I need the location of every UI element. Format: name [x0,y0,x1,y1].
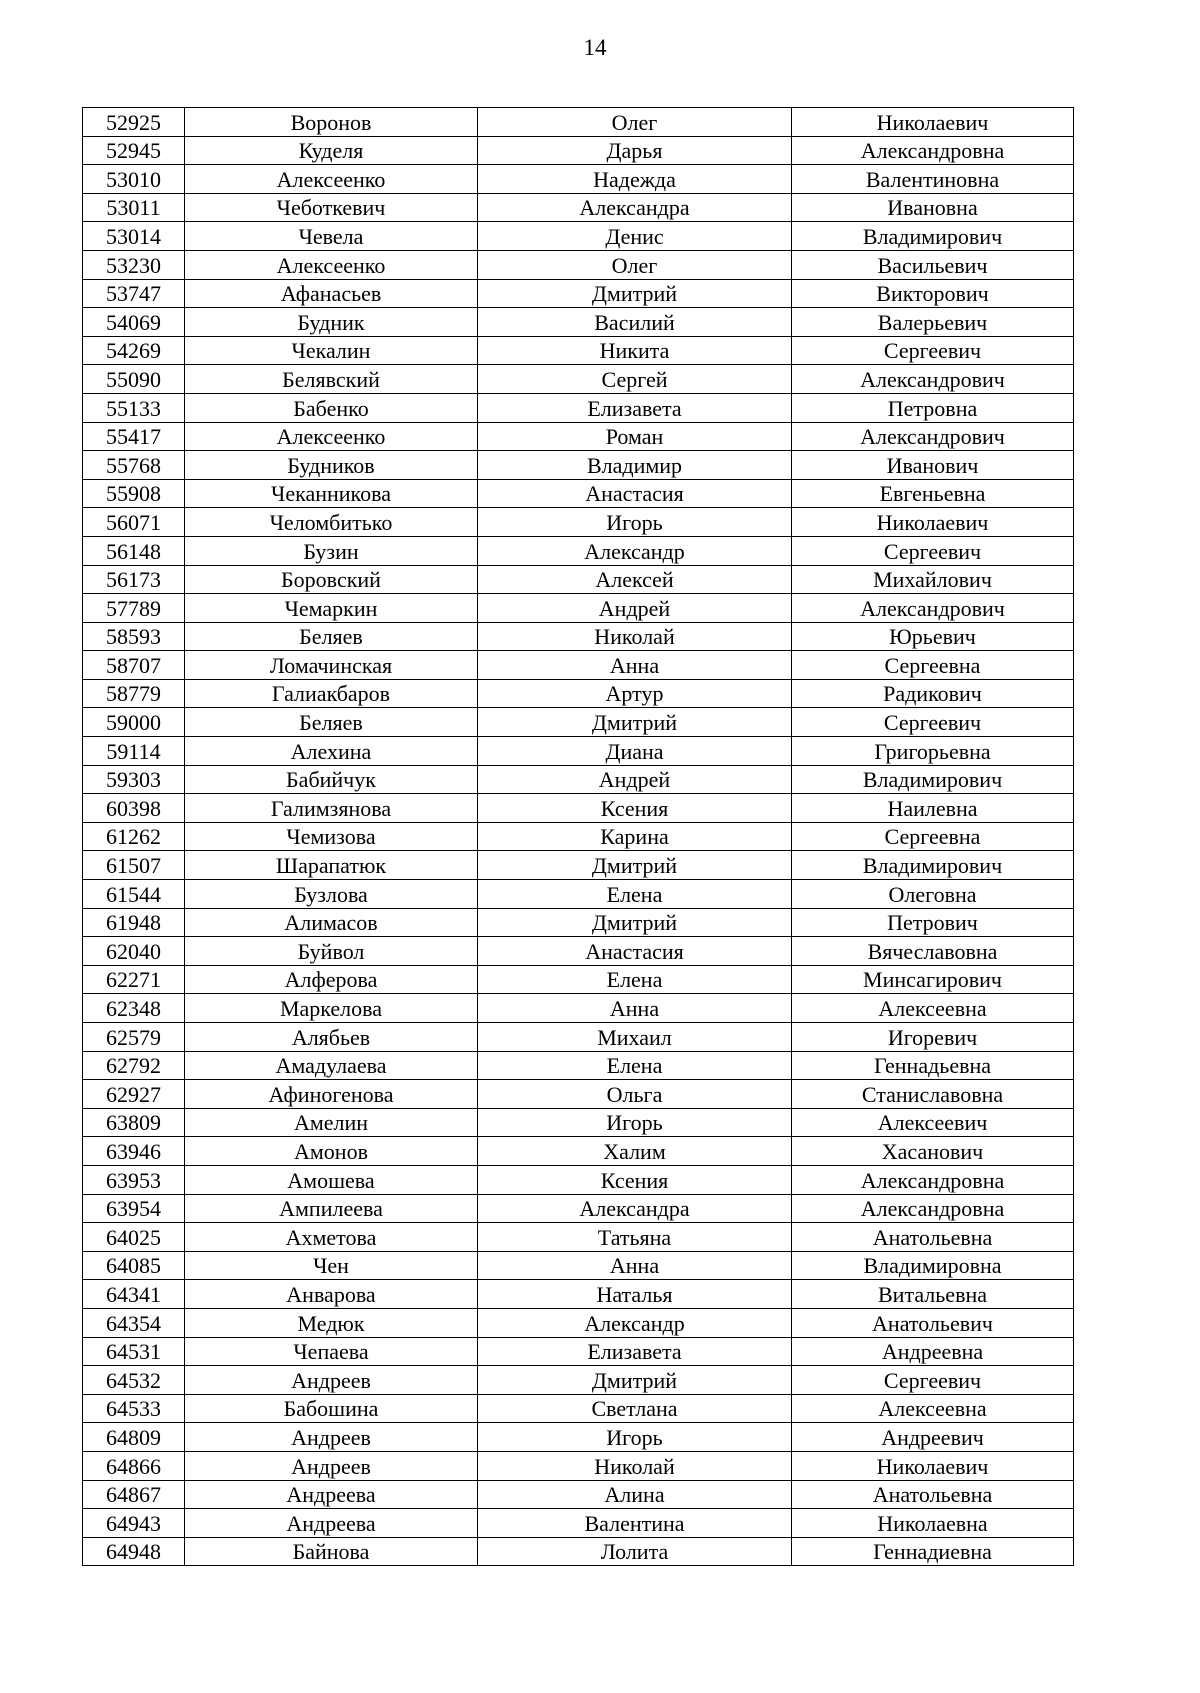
row-id-cell: 62271 [83,965,185,994]
patronymic-cell: Наилевна [792,794,1074,823]
patronymic-cell: Сергеевна [792,651,1074,680]
first-name-cell: Елена [478,880,792,909]
surname-cell: Чемаркин [185,594,478,623]
row-id-cell: 55908 [83,479,185,508]
row-id-cell: 62927 [83,1080,185,1109]
row-id-cell: 56071 [83,508,185,537]
first-name-cell: Анна [478,1251,792,1280]
table-row [83,308,1074,337]
patronymic-cell: Минсагирович [792,965,1074,994]
table-row [83,994,1074,1023]
table-row [83,1194,1074,1223]
row-id-cell: 63946 [83,1137,185,1166]
row-id-cell: 62348 [83,994,185,1023]
table-row [83,1308,1074,1337]
first-name-cell: Анна [478,651,792,680]
patronymic-cell: Александрович [792,594,1074,623]
table-row [83,336,1074,365]
table-row [83,565,1074,594]
first-name-cell: Елена [478,965,792,994]
first-name-cell: Дмитрий [478,279,792,308]
row-id-cell: 57789 [83,594,185,623]
row-id-cell: 55090 [83,365,185,394]
surname-cell: Чевела [185,222,478,251]
patronymic-cell: Алексеевич [792,1108,1074,1137]
first-name-cell: Игорь [478,1423,792,1452]
table-row [83,1423,1074,1452]
row-id-cell: 56148 [83,536,185,565]
row-id-cell: 56173 [83,565,185,594]
table-row [83,365,1074,394]
first-name-cell: Ольга [478,1080,792,1109]
row-id-cell: 63954 [83,1194,185,1223]
patronymic-cell: Николаевич [792,108,1074,137]
surname-cell: Алимасов [185,908,478,937]
surname-cell: Чекалин [185,336,478,365]
table-row [83,479,1074,508]
surname-cell: Буйвол [185,937,478,966]
surname-cell: Куделя [185,136,478,165]
patronymic-cell: Петровна [792,393,1074,422]
first-name-cell: Ксения [478,794,792,823]
surname-cell: Андреева [185,1480,478,1509]
surname-cell: Беляев [185,622,478,651]
patronymic-cell: Сергеевич [792,336,1074,365]
first-name-cell: Анна [478,994,792,1023]
roster-table-body [83,108,1074,1566]
table-row [83,451,1074,480]
surname-cell: Бабийчук [185,765,478,794]
surname-cell: Алябьев [185,1023,478,1052]
patronymic-cell: Юрьевич [792,622,1074,651]
table-row [83,1223,1074,1252]
first-name-cell: Надежда [478,165,792,194]
table-row [83,108,1074,137]
row-id-cell: 58707 [83,651,185,680]
surname-cell: Чеботкевич [185,193,478,222]
table-row [83,1023,1074,1052]
table-row [83,193,1074,222]
first-name-cell: Роман [478,422,792,451]
first-name-cell: Владимир [478,451,792,480]
first-name-cell: Сергей [478,365,792,394]
table-row [83,222,1074,251]
surname-cell: Андреев [185,1451,478,1480]
surname-cell: Галимзянова [185,794,478,823]
patronymic-cell: Олеговна [792,880,1074,909]
first-name-cell: Василий [478,308,792,337]
first-name-cell: Елизавета [478,393,792,422]
row-id-cell: 53230 [83,250,185,279]
surname-cell: Чемизова [185,822,478,851]
surname-cell: Шарапатюк [185,851,478,880]
row-id-cell: 55768 [83,451,185,480]
first-name-cell: Диана [478,737,792,766]
surname-cell: Бузлова [185,880,478,909]
row-id-cell: 55133 [83,393,185,422]
surname-cell: Амадулаева [185,1051,478,1080]
patronymic-cell: Владимирович [792,765,1074,794]
row-id-cell: 64532 [83,1366,185,1395]
roster-table [82,107,1074,1566]
first-name-cell: Артур [478,679,792,708]
table-row [83,937,1074,966]
patronymic-cell: Николаевна [792,1509,1074,1538]
patronymic-cell: Анатольевич [792,1308,1074,1337]
patronymic-cell: Сергеевич [792,708,1074,737]
surname-cell: Байнова [185,1537,478,1566]
surname-cell: Будников [185,451,478,480]
first-name-cell: Александр [478,1308,792,1337]
surname-cell: Чен [185,1251,478,1280]
surname-cell: Галиакбаров [185,679,478,708]
table-row [83,851,1074,880]
table-row [83,794,1074,823]
patronymic-cell: Андреевна [792,1337,1074,1366]
first-name-cell: Дмитрий [478,1366,792,1395]
row-id-cell: 63809 [83,1108,185,1137]
surname-cell: Афиногенова [185,1080,478,1109]
patronymic-cell: Хасанович [792,1137,1074,1166]
first-name-cell: Денис [478,222,792,251]
first-name-cell: Игорь [478,1108,792,1137]
table-row [83,1251,1074,1280]
table-row [83,165,1074,194]
patronymic-cell: Алексеевна [792,1394,1074,1423]
row-id-cell: 58779 [83,679,185,708]
surname-cell: Амошева [185,1165,478,1194]
row-id-cell: 62579 [83,1023,185,1052]
row-id-cell: 54069 [83,308,185,337]
row-id-cell: 58593 [83,622,185,651]
first-name-cell: Олег [478,108,792,137]
surname-cell: Амелин [185,1108,478,1137]
first-name-cell: Николай [478,1451,792,1480]
first-name-cell: Дмитрий [478,851,792,880]
table-row [83,679,1074,708]
row-id-cell: 52945 [83,136,185,165]
surname-cell: Бабошина [185,1394,478,1423]
row-id-cell: 64085 [83,1251,185,1280]
row-id-cell: 62040 [83,937,185,966]
row-id-cell: 64809 [83,1423,185,1452]
row-id-cell: 64948 [83,1537,185,1566]
surname-cell: Бузин [185,536,478,565]
table-row [83,708,1074,737]
table-row [83,1537,1074,1566]
patronymic-cell: Владимировна [792,1251,1074,1280]
first-name-cell: Наталья [478,1280,792,1309]
table-row [83,250,1074,279]
row-id-cell: 53010 [83,165,185,194]
first-name-cell: Алексей [478,565,792,594]
row-id-cell: 64341 [83,1280,185,1309]
row-id-cell: 53014 [83,222,185,251]
row-id-cell: 62792 [83,1051,185,1080]
table-row [83,1366,1074,1395]
first-name-cell: Анастасия [478,937,792,966]
surname-cell: Алексеенко [185,422,478,451]
surname-cell: Андреева [185,1509,478,1538]
first-name-cell: Андрей [478,594,792,623]
table-row [83,1509,1074,1538]
first-name-cell: Никита [478,336,792,365]
patronymic-cell: Вячеславовна [792,937,1074,966]
first-name-cell: Дарья [478,136,792,165]
table-row [83,1451,1074,1480]
table-row [83,422,1074,451]
patronymic-cell: Владимирович [792,222,1074,251]
page-number: 14 [583,35,607,60]
first-name-cell: Олег [478,250,792,279]
table-row [83,508,1074,537]
row-id-cell: 52925 [83,108,185,137]
row-id-cell: 61262 [83,822,185,851]
patronymic-cell: Александровна [792,1165,1074,1194]
row-id-cell: 53747 [83,279,185,308]
table-row [83,1137,1074,1166]
surname-cell: Анварова [185,1280,478,1309]
row-id-cell: 53011 [83,193,185,222]
patronymic-cell: Александрович [792,365,1074,394]
table-row [83,136,1074,165]
table-row [83,822,1074,851]
patronymic-cell: Радикович [792,679,1074,708]
row-id-cell: 64533 [83,1394,185,1423]
row-id-cell: 59303 [83,765,185,794]
row-id-cell: 55417 [83,422,185,451]
surname-cell: Андреев [185,1423,478,1452]
table-row [83,536,1074,565]
row-id-cell: 64866 [83,1451,185,1480]
surname-cell: Алехина [185,737,478,766]
first-name-cell: Игорь [478,508,792,537]
first-name-cell: Елена [478,1051,792,1080]
surname-cell: Амонов [185,1137,478,1166]
patronymic-cell: Александровна [792,1194,1074,1223]
surname-cell: Медюк [185,1308,478,1337]
surname-cell: Воронов [185,108,478,137]
surname-cell: Чеканникова [185,479,478,508]
patronymic-cell: Иванович [792,451,1074,480]
surname-cell: Белявский [185,365,478,394]
surname-cell: Андреев [185,1366,478,1395]
surname-cell: Боровский [185,565,478,594]
patronymic-cell: Валерьевич [792,308,1074,337]
table-row [83,1080,1074,1109]
first-name-cell: Михаил [478,1023,792,1052]
surname-cell: Афанасьев [185,279,478,308]
first-name-cell: Александра [478,1194,792,1223]
patronymic-cell: Геннадиевна [792,1537,1074,1566]
row-id-cell: 61507 [83,851,185,880]
row-id-cell: 61948 [83,908,185,937]
patronymic-cell: Станиславовна [792,1080,1074,1109]
table-row [83,1394,1074,1423]
first-name-cell: Валентина [478,1509,792,1538]
row-id-cell: 63953 [83,1165,185,1194]
first-name-cell: Александр [478,536,792,565]
patronymic-cell: Александрович [792,422,1074,451]
patronymic-cell: Игоревич [792,1023,1074,1052]
patronymic-cell: Владимирович [792,851,1074,880]
row-id-cell: 60398 [83,794,185,823]
first-name-cell: Алина [478,1480,792,1509]
patronymic-cell: Сергеевна [792,822,1074,851]
table-row [83,279,1074,308]
patronymic-cell: Алексеевна [792,994,1074,1023]
first-name-cell: Андрей [478,765,792,794]
row-id-cell: 61544 [83,880,185,909]
table-row [83,1108,1074,1137]
patronymic-cell: Петрович [792,908,1074,937]
first-name-cell: Карина [478,822,792,851]
surname-cell: Алферова [185,965,478,994]
table-row [83,765,1074,794]
patronymic-cell: Витальевна [792,1280,1074,1309]
row-id-cell: 59000 [83,708,185,737]
patronymic-cell: Викторович [792,279,1074,308]
row-id-cell: 59114 [83,737,185,766]
row-id-cell: 64867 [83,1480,185,1509]
patronymic-cell: Ивановна [792,193,1074,222]
table-row [83,1165,1074,1194]
table-row [83,622,1074,651]
patronymic-cell: Григорьевна [792,737,1074,766]
surname-cell: Бабенко [185,393,478,422]
patronymic-cell: Николаевич [792,508,1074,537]
first-name-cell: Ксения [478,1165,792,1194]
first-name-cell: Дмитрий [478,908,792,937]
surname-cell: Челомбитько [185,508,478,537]
first-name-cell: Халим [478,1137,792,1166]
surname-cell: Ампилеева [185,1194,478,1223]
first-name-cell: Лолита [478,1537,792,1566]
row-id-cell: 64531 [83,1337,185,1366]
patronymic-cell: Евгеньевна [792,479,1074,508]
patronymic-cell: Николаевич [792,1451,1074,1480]
table-row [83,594,1074,623]
patronymic-cell: Андреевич [792,1423,1074,1452]
table-row [83,965,1074,994]
first-name-cell: Анастасия [478,479,792,508]
first-name-cell: Светлана [478,1394,792,1423]
table-row [83,1337,1074,1366]
table-row [83,1480,1074,1509]
table-row [83,737,1074,766]
first-name-cell: Татьяна [478,1223,792,1252]
surname-cell: Маркелова [185,994,478,1023]
first-name-cell: Николай [478,622,792,651]
row-id-cell: 64943 [83,1509,185,1538]
surname-cell: Ахметова [185,1223,478,1252]
table-row [83,908,1074,937]
patronymic-cell: Сергеевич [792,1366,1074,1395]
first-name-cell: Дмитрий [478,708,792,737]
patronymic-cell: Михайлович [792,565,1074,594]
row-id-cell: 64354 [83,1308,185,1337]
surname-cell: Будник [185,308,478,337]
patronymic-cell: Анатольевна [792,1223,1074,1252]
patronymic-cell: Александровна [792,136,1074,165]
table-row [83,1280,1074,1309]
patronymic-cell: Геннадьевна [792,1051,1074,1080]
row-id-cell: 54269 [83,336,185,365]
table-row [83,1051,1074,1080]
patronymic-cell: Сергеевич [792,536,1074,565]
surname-cell: Алексеенко [185,165,478,194]
table-row [83,393,1074,422]
surname-cell: Ломачинская [185,651,478,680]
surname-cell: Алексеенко [185,250,478,279]
first-name-cell: Александра [478,193,792,222]
patronymic-cell: Валентиновна [792,165,1074,194]
patronymic-cell: Анатольевна [792,1480,1074,1509]
first-name-cell: Елизавета [478,1337,792,1366]
table-row [83,880,1074,909]
row-id-cell: 64025 [83,1223,185,1252]
surname-cell: Беляев [185,708,478,737]
surname-cell: Чепаева [185,1337,478,1366]
patronymic-cell: Васильевич [792,250,1074,279]
table-row [83,651,1074,680]
